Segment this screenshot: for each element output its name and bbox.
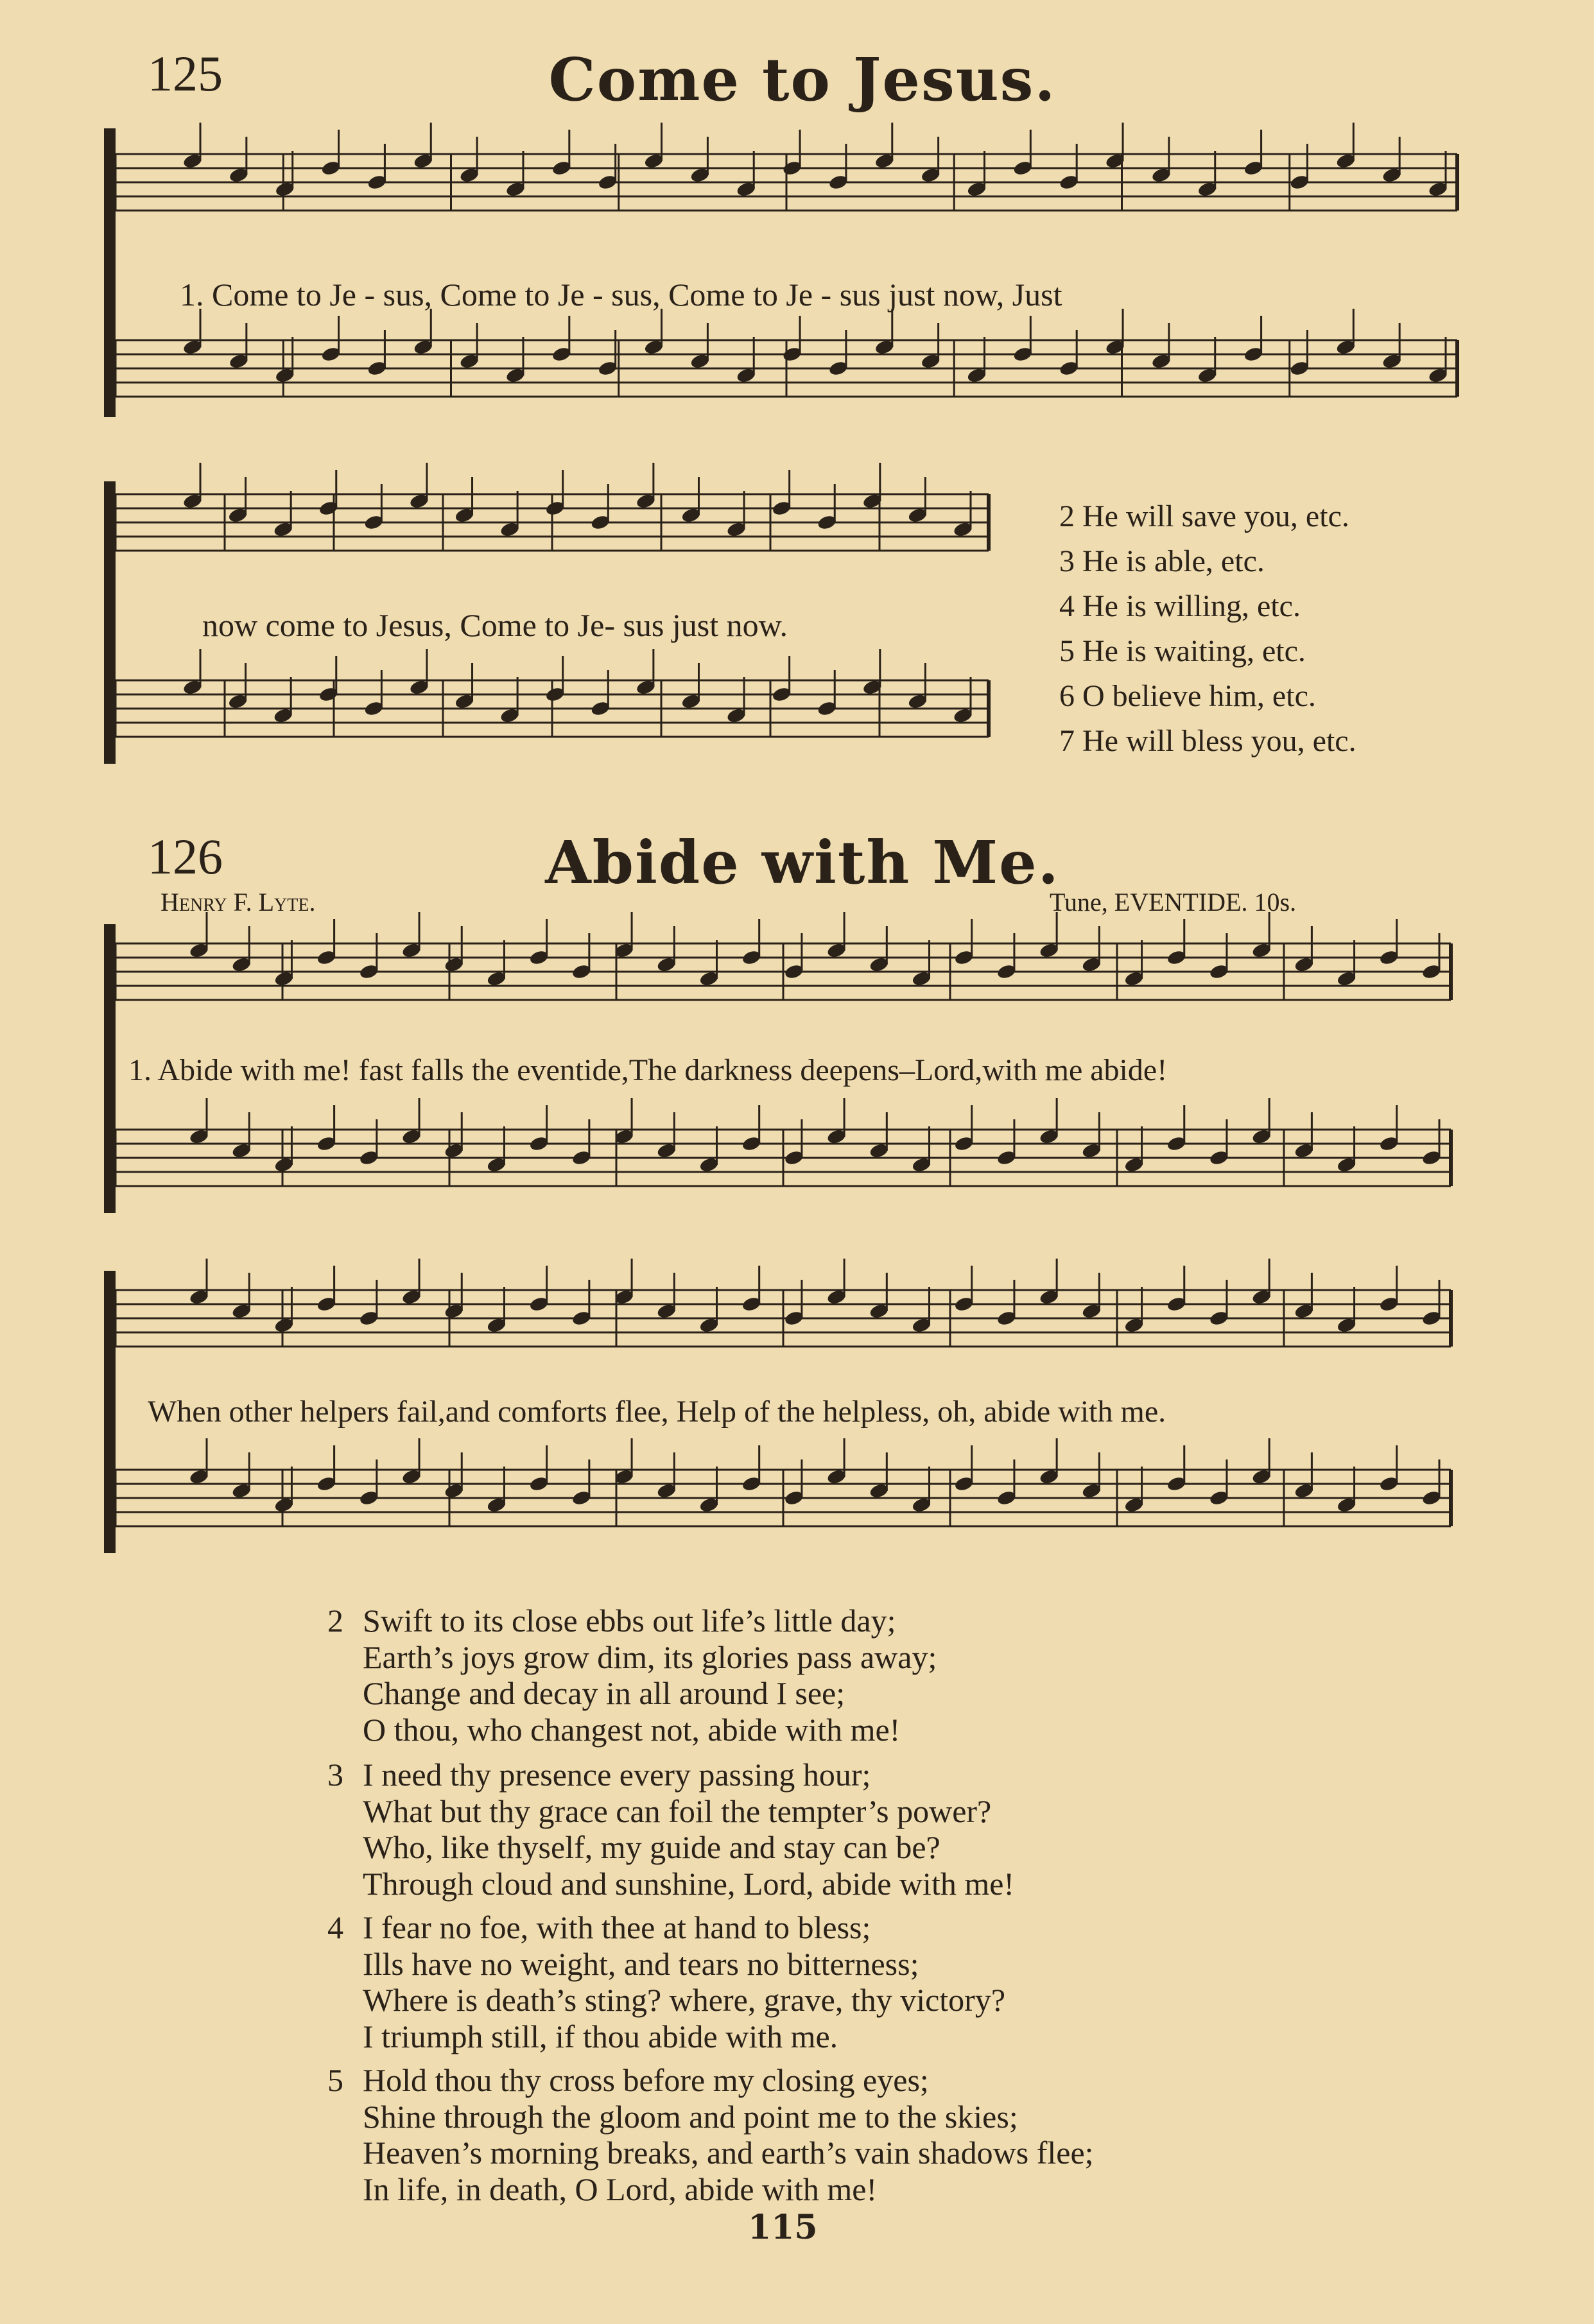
music-system [0,924,1594,1232]
stanza-number: 4 [327,1909,343,1945]
stanza-line: Ills have no weight, and tears no bitterness; [363,1945,919,1982]
tune-name: Tune, EVENTIDE. 10s. [1050,888,1297,917]
stanza-line: Who, like thyself, my guide and stay can be? [363,1829,940,1865]
stanza [327,2062,1094,2207]
hymn-title: Abide with Me. [545,828,1060,897]
hymn-title: Come to Jesus. [548,45,1057,114]
stanza-number: 2 [327,1603,343,1639]
stanza [327,1603,937,1748]
verse-line: 7 He will bless you, etc. [1059,724,1356,758]
verse-line: 4 He is willing, etc. [1059,589,1301,623]
stanza-line: O thou, who changest not, abide with me! [363,1711,901,1748]
verse-line: 5 He is waiting, etc. [1059,634,1306,668]
stanza-line: I triumph still, if thou abide with me. [363,2018,838,2054]
page-number: 115 [748,2208,818,2247]
stanza-line: Hold thou thy cross before my closing eyes; [363,2062,929,2098]
verse-line: 2 He will save you, etc. [1059,499,1349,533]
lyric-line: now come to Jesus, Come to Je- sus just now. [202,607,788,643]
lyric-line: 1. Come to Je - sus, Come to Je - sus, Come to Je - sus just now, Just [180,277,1062,313]
lyric-line: When other helpers fail,and comforts flee, Help of the helpless, oh, abide with me. [148,1395,1166,1429]
lyric-line: 1. Abide with me! fast falls the eventide,The darkness deepens–Lord,with me abide! [128,1053,1168,1087]
music-system [0,1271,1594,1579]
stanza-line: I fear no foe, with thee at hand to bless; [363,1909,871,1945]
hymn-number: 125 [148,46,223,101]
stanza-number: 5 [327,2062,343,2098]
verse-line: 3 He is able, etc. [1059,544,1265,578]
stanza-line: Swift to its close ebbs out life’s little day; [363,1603,896,1639]
stanza [327,1757,1015,1902]
verse-line: 6 O believe him, etc. [1059,679,1316,713]
other-verses [1059,494,1356,764]
stanza-number: 3 [327,1757,343,1793]
music-system [0,128,1594,424]
stanza [327,1909,1006,2054]
stanza-line: What but thy grace can foil the tempter’s power? [363,1793,992,1829]
hymn-number: 126 [148,829,223,884]
stanza-line: Heaven’s morning breaks, and earth’s vain shadows flee; [363,2135,1094,2171]
stanza-line: Earth’s joys grow dim, its glories pass away; [363,1639,937,1675]
stanza-line: Where is death’s sting? where, grave, thy victory? [363,1982,1006,2018]
stanza-line: Change and decay in all around I see; [363,1675,845,1711]
stanza-line: In life, in death, O Lord, abide with me! [363,2171,878,2207]
author: Henry F. Lyte. [160,888,316,917]
stanza-line: Shine through the gloom and point me to the skies; [363,2098,1018,2135]
stanza-line: I need thy presence every passing hour; [363,1757,871,1793]
stanza-line: Through cloud and sunshine, Lord, abide with me! [363,1865,1015,1902]
